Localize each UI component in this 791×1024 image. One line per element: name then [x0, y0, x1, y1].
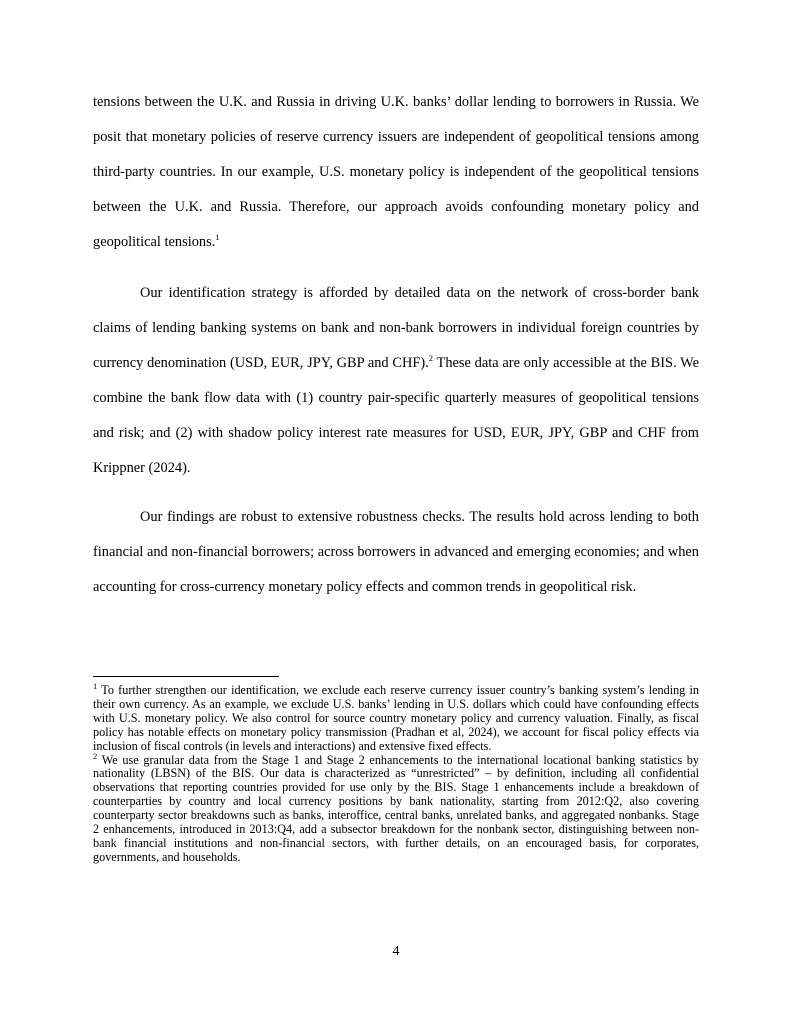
paragraph-1-text: tensions between the U.K. and Russia in driving U.K. banks’ dollar lending to borrowers in Russia. We posit that monetary policies of reserve currency issuers are independent of geopolitical tensions among third-party countries. In our example, U.S. monetary policy is independent of the geopolitical tensions between the U.K. and Russia. Therefore, our approach avoids confounding monetary policy and geopolitical tensions.	[93, 94, 699, 250]
footnote-ref-2: 2	[428, 353, 434, 364]
footnote-ref-1: 1	[215, 232, 220, 243]
body-paragraph-1	[93, 85, 699, 260]
footnote-1-text: To further strengthen our identification, we exclude each reserve currency issuer country’s banking system’s lending in their own currency. As an example, we exclude U.S. banks’ lending in U.S. dollars which could have confounding effects with U.S. monetary policy. We also control for source country monetary policy and currency valuation. Finally, as fiscal policy has notable effects on monetary policy transmission (Pradhan et al, 2024), we account for fiscal policy effects via inclusion of fiscal controls (in levels and interactions) and extensive fixed effects.	[93, 683, 699, 753]
paragraph-2-text-a: Our identification strategy is afforded by detailed data on the network of cross-border bank claims of lending banking systems on bank and non-bank borrowers in individual foreign countries by currency denomination (USD, EUR, JPY, GBP and CHF).	[93, 285, 699, 371]
footnote-1	[93, 680, 699, 754]
footnote-1-marker: 1	[93, 680, 98, 691]
body-paragraph-2	[93, 276, 699, 486]
page-number: 4	[392, 944, 400, 959]
footnote-2-marker: 2	[93, 750, 98, 761]
paragraph-3-text: Our findings are robust to extensive robustness checks. The results hold across lending to both financial and non-financial borrowers; across borrowers in advanced and emerging economies; and when accounting for cross-currency monetary policy effects and common trends in geopolitical risk.	[93, 509, 699, 595]
paragraph-2-text-b: These data are only accessible at the BIS. We combine the bank flow data with (1) country pair-specific quarterly measures of geopolitical tensions and risk; and (2) with shadow policy interest rate measures for USD, EUR, JPY, GBP and CHF from Krippner (2024).	[93, 355, 699, 476]
footnote-2	[93, 750, 699, 865]
body-paragraph-3	[93, 500, 699, 605]
document-page	[93, 0, 699, 1024]
footnote-separator	[93, 676, 279, 677]
footnotes-section	[93, 680, 699, 865]
footnote-2-text: We use granular data from the Stage 1 and Stage 2 enhancements to the international locational banking statistics by nationality (LBSN) of the BIS. Our data is characterized as “unrestricted” – by definition, including all confidential observations that reporting countries provided for use only by the BIS. Stage 1 enhancements include a breakdown of counterparties by country and local currency positions by bank nationality, starting from 2012:Q2, also covering counterparty sector breakdowns such as banks, interoffice, central banks, unrelated banks, and aggregated nonbanks. Stage 2 enhancements, introduced in 2013:Q4, add a subsector breakdown for the nonbank sector, distinguishing between non-bank financial institutions and non-financial sectors, with further details, on an encouraged basis, for corporates, governments, and households.	[93, 752, 699, 864]
